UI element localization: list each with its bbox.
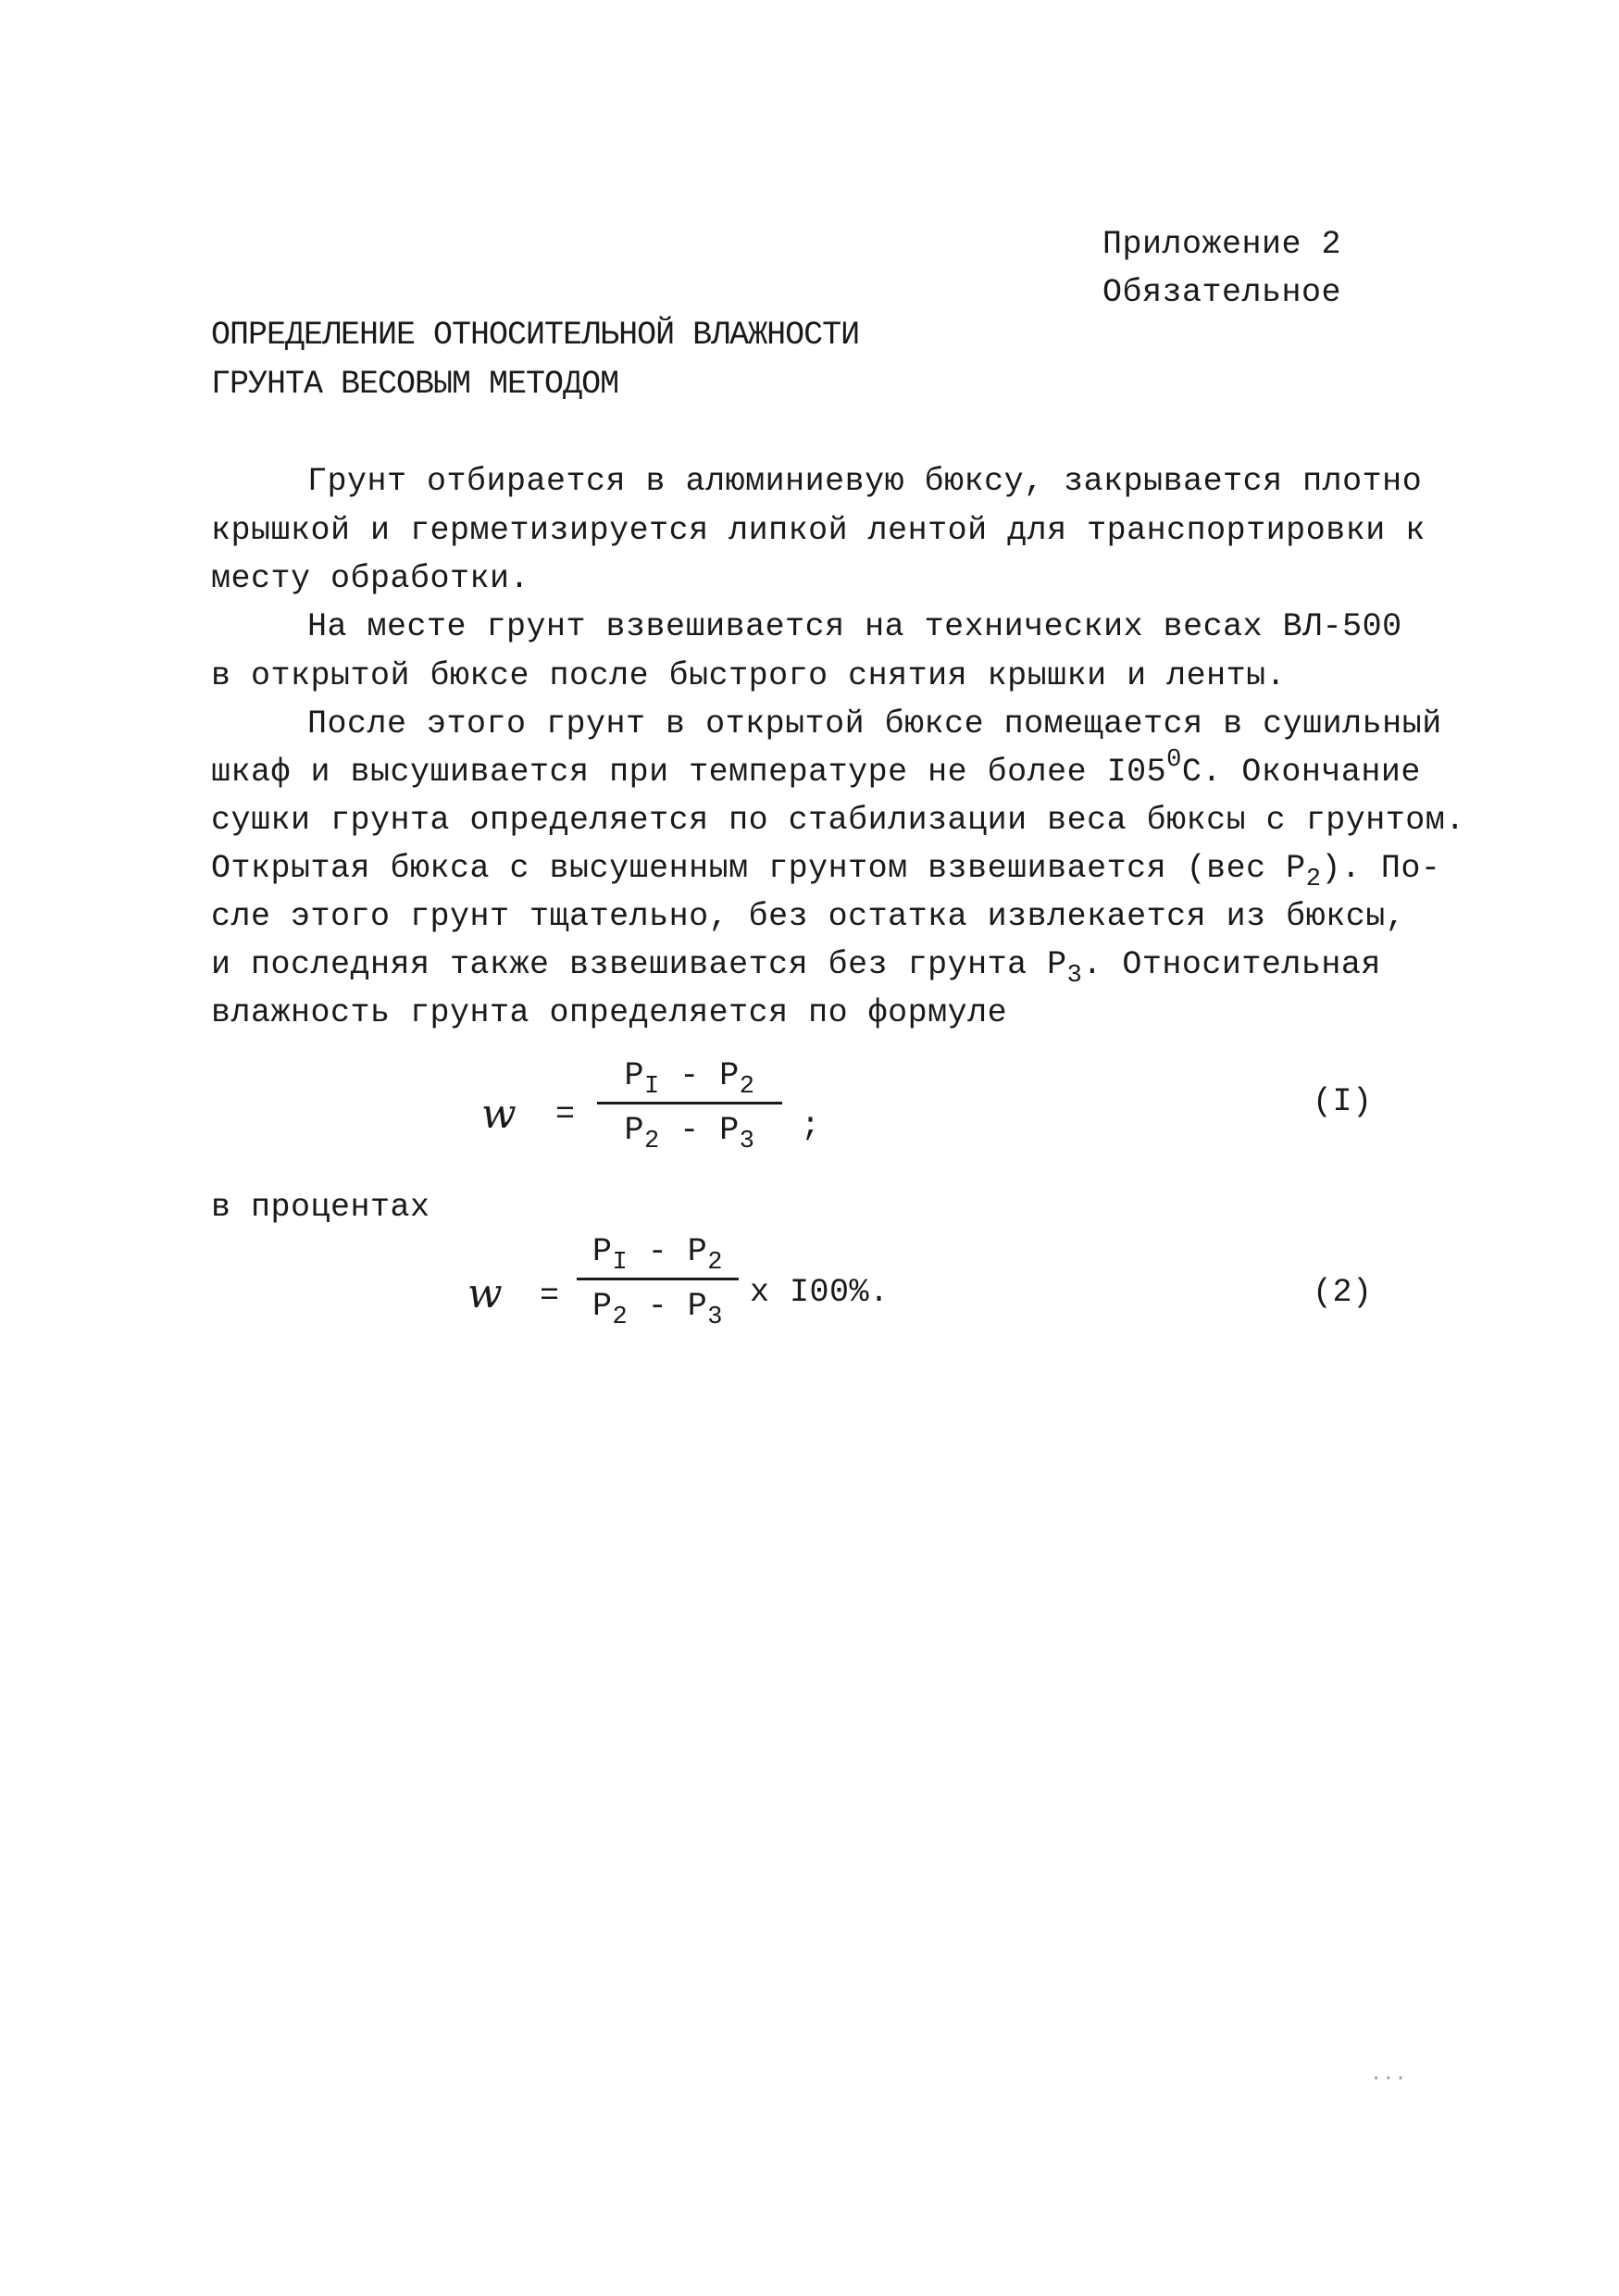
numerator: $P_I - P_2$ [624,1057,755,1101]
moisture-symbol: w [481,1091,517,1138]
fraction [597,1055,782,1155]
heading-line-1: ОПРЕДЕЛЕНИЕ ОТНОСИТЕЛЬНОЙ ВЛАЖНОСТИ [211,317,860,354]
paragraph-3-line: Открытая бюкса с высушенным грунтом взвешивается (вес $Р_2$). По- [211,850,1441,893]
denominator: $P_2 - P_3$ [592,1288,723,1331]
fraction-bar [577,1278,739,1280]
appendix-status: Обязательное [1102,274,1341,311]
between-text: в процентах [211,1189,430,1226]
appendix-number: Приложение 2 [1102,226,1341,263]
paragraph-3-line: шкаф и высушивается при температуре не более $I05^0С$. Окончание [211,746,1421,791]
equation-number-1: (I) [1313,1083,1373,1120]
paragraph-3-line: влажность грунта определяется по формуле [211,994,1008,1031]
fraction [577,1231,739,1331]
denominator: $P_2 - P_3$ [624,1112,755,1155]
appendix-label [1102,220,1341,317]
moisture-symbol: w [467,1270,504,1317]
paragraph-3-line: сушки грунта определяется по стабилизации веса бюксы с грунтом. [211,802,1465,839]
multiplier-text: x I00%. [750,1274,890,1311]
equation-number-2: (2) [1313,1274,1373,1311]
semicolon: ; [801,1107,821,1144]
fraction-bar [597,1102,782,1104]
paragraph-3-line: сле этого грунт тщательно, без остатка извлекается из бюксы, [211,898,1406,935]
numerator: $P_I - P_2$ [592,1233,723,1277]
paragraph-3-line: и последняя также взвешивается без грунта $Р_3$. Относительная [211,946,1381,990]
formula-1 [481,1055,1407,1185]
paragraph-1-line: месту обработки. [211,560,530,597]
heading-line-2: ГРУНТА ВЕСОВЫМ МЕТОДОМ [211,366,619,403]
equals-sign: = [540,1278,560,1315]
formula-2 [467,1231,1402,1361]
paragraph-3-line: После этого грунт в открытой бюксе помещается в сушильный [307,705,1442,742]
section-heading [211,311,859,409]
paragraph-1-line: Грунт отбирается в алюминиевую бюксу, закрывается плотно [307,463,1423,500]
equals-sign: = [555,1096,576,1133]
paragraph-1-line: крышкой и герметизируется липкой лентой для транспортировки к [211,512,1426,549]
page-mark: ... [1370,2063,1407,2086]
paragraph-2-line: На месте грунт взвешивается на технических весах ВЛ-500 [307,608,1402,645]
paragraph-2-line: в открытой бюксе после быстрого снятия крышки и ленты. [211,657,1287,694]
degree-mark: 0 [1166,746,1182,774]
